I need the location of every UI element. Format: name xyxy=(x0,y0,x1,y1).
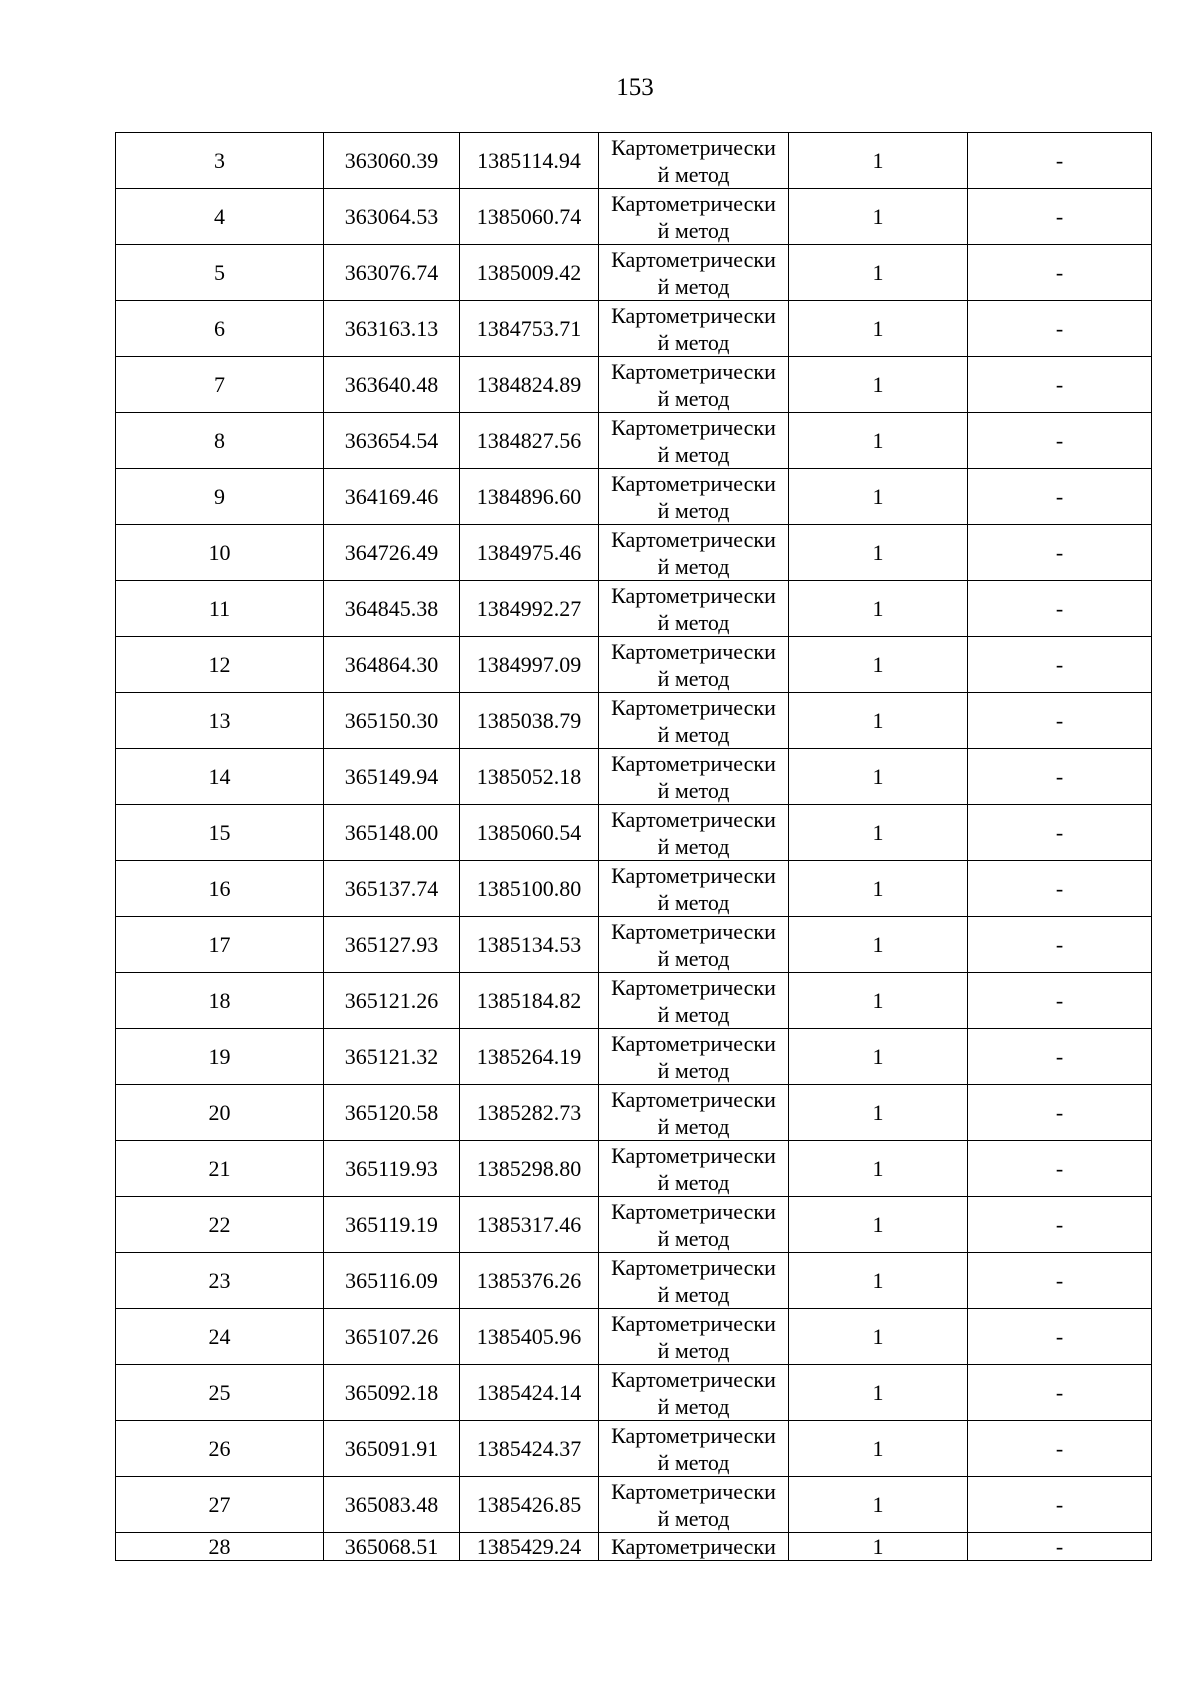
table-row xyxy=(116,1141,1152,1197)
point-number-cell: 4 xyxy=(116,189,324,245)
x-coordinate-cell: 363076.74 xyxy=(324,245,460,301)
x-coordinate-cell: 365149.94 xyxy=(324,749,460,805)
y-coordinate-cell: 1385282.73 xyxy=(460,1085,599,1141)
x-coordinate-cell: 365150.30 xyxy=(324,693,460,749)
note-cell: - xyxy=(968,301,1152,357)
x-coordinate-cell: 365083.48 xyxy=(324,1477,460,1533)
method-text-line-1: Картометрически xyxy=(611,470,776,496)
method-cell xyxy=(599,1029,789,1085)
table-row xyxy=(116,1533,1152,1561)
method-text-line-2: й метод xyxy=(657,1169,730,1195)
method-text-line-2: й метод xyxy=(657,273,730,299)
note-cell: - xyxy=(968,133,1152,189)
method-text-line-1: Картометрически xyxy=(611,1086,776,1112)
method-cell xyxy=(599,413,789,469)
accuracy-cell: 1 xyxy=(789,1477,968,1533)
method-text-line-1: Картометрически xyxy=(611,638,776,664)
method-text-line-1: Картометрически xyxy=(611,190,776,216)
table-row xyxy=(116,1421,1152,1477)
table-row xyxy=(116,1085,1152,1141)
method-text-line-2: й метод xyxy=(657,721,730,747)
accuracy-cell: 1 xyxy=(789,1365,968,1421)
note-cell: - xyxy=(968,357,1152,413)
accuracy-cell: 1 xyxy=(789,973,968,1029)
table-row xyxy=(116,693,1152,749)
method-cell xyxy=(599,917,789,973)
point-number-cell: 12 xyxy=(116,637,324,693)
point-number-cell: 16 xyxy=(116,861,324,917)
point-number-cell: 7 xyxy=(116,357,324,413)
table-row xyxy=(116,1365,1152,1421)
point-number-cell: 15 xyxy=(116,805,324,861)
method-cell xyxy=(599,469,789,525)
method-text-line-2: й метод xyxy=(657,833,730,859)
note-cell: - xyxy=(968,861,1152,917)
y-coordinate-cell: 1384992.27 xyxy=(460,581,599,637)
point-number-cell: 25 xyxy=(116,1365,324,1421)
accuracy-cell: 1 xyxy=(789,1253,968,1309)
table-row xyxy=(116,805,1152,861)
method-cell xyxy=(599,861,789,917)
accuracy-cell: 1 xyxy=(789,693,968,749)
method-text-line-2: й метод xyxy=(657,1225,730,1251)
method-text-line-2: й метод xyxy=(657,497,730,523)
table-row xyxy=(116,581,1152,637)
method-text-line-2: й метод xyxy=(657,329,730,355)
table-row xyxy=(116,245,1152,301)
page-number: 153 xyxy=(616,74,654,101)
y-coordinate-cell: 1385426.85 xyxy=(460,1477,599,1533)
note-cell: - xyxy=(968,525,1152,581)
note-cell: - xyxy=(968,581,1152,637)
x-coordinate-cell: 365121.26 xyxy=(324,973,460,1029)
y-coordinate-cell: 1385405.96 xyxy=(460,1309,599,1365)
table-row xyxy=(116,357,1152,413)
method-cell xyxy=(599,1365,789,1421)
method-text-line-1: Картометрически xyxy=(611,918,776,944)
accuracy-cell: 1 xyxy=(789,637,968,693)
accuracy-cell: 1 xyxy=(789,1309,968,1365)
method-text-line-1: Картометрически xyxy=(611,750,776,776)
table-row xyxy=(116,413,1152,469)
point-number-cell: 8 xyxy=(116,413,324,469)
accuracy-cell: 1 xyxy=(789,1141,968,1197)
method-cell xyxy=(599,693,789,749)
note-cell: - xyxy=(968,973,1152,1029)
y-coordinate-cell: 1385376.26 xyxy=(460,1253,599,1309)
method-text-line-2: й метод xyxy=(657,945,730,971)
method-cell xyxy=(599,1533,789,1561)
y-coordinate-cell: 1385134.53 xyxy=(460,917,599,973)
accuracy-cell: 1 xyxy=(789,1085,968,1141)
table-row xyxy=(116,637,1152,693)
accuracy-cell: 1 xyxy=(789,749,968,805)
point-number-cell: 14 xyxy=(116,749,324,805)
method-cell xyxy=(599,133,789,189)
method-cell xyxy=(599,637,789,693)
note-cell: - xyxy=(968,1477,1152,1533)
point-number-cell: 24 xyxy=(116,1309,324,1365)
table-row xyxy=(116,1477,1152,1533)
coordinates-table xyxy=(115,132,1152,1561)
method-text-line-1: Картометрически xyxy=(611,1366,776,1392)
note-cell: - xyxy=(968,189,1152,245)
accuracy-cell: 1 xyxy=(789,1533,968,1561)
y-coordinate-cell: 1385060.54 xyxy=(460,805,599,861)
accuracy-cell: 1 xyxy=(789,189,968,245)
x-coordinate-cell: 364864.30 xyxy=(324,637,460,693)
method-text-line-2: й метод xyxy=(657,1449,730,1475)
y-coordinate-cell: 1385424.37 xyxy=(460,1421,599,1477)
method-cell xyxy=(599,189,789,245)
method-text-line-1: Картометрически xyxy=(611,694,776,720)
x-coordinate-cell: 363163.13 xyxy=(324,301,460,357)
method-cell xyxy=(599,1141,789,1197)
method-text-line-2: й метод xyxy=(657,1281,730,1307)
x-coordinate-cell: 364845.38 xyxy=(324,581,460,637)
x-coordinate-cell: 363064.53 xyxy=(324,189,460,245)
accuracy-cell: 1 xyxy=(789,469,968,525)
point-number-cell: 18 xyxy=(116,973,324,1029)
table-row xyxy=(116,749,1152,805)
point-number-cell: 22 xyxy=(116,1197,324,1253)
method-text-line-2: й метод xyxy=(657,609,730,635)
accuracy-cell: 1 xyxy=(789,301,968,357)
point-number-cell: 3 xyxy=(116,133,324,189)
method-text-line-1: Картометрически xyxy=(611,134,776,160)
table-row xyxy=(116,469,1152,525)
method-cell xyxy=(599,525,789,581)
y-coordinate-cell: 1384997.09 xyxy=(460,637,599,693)
accuracy-cell: 1 xyxy=(789,861,968,917)
note-cell: - xyxy=(968,1533,1152,1561)
note-cell: - xyxy=(968,637,1152,693)
x-coordinate-cell: 365119.93 xyxy=(324,1141,460,1197)
point-number-cell: 21 xyxy=(116,1141,324,1197)
point-number-cell: 9 xyxy=(116,469,324,525)
accuracy-cell: 1 xyxy=(789,413,968,469)
note-cell: - xyxy=(968,917,1152,973)
method-text-line-2: й метод xyxy=(657,161,730,187)
method-text-line-1: Картометрически xyxy=(611,1310,776,1336)
point-number-cell: 28 xyxy=(116,1533,324,1561)
y-coordinate-cell: 1385429.24 xyxy=(460,1533,599,1561)
method-cell xyxy=(599,357,789,413)
method-text-line-1: Картометрически xyxy=(611,1478,776,1504)
method-text-line-1: Картометрически xyxy=(611,526,776,552)
y-coordinate-cell: 1385009.42 xyxy=(460,245,599,301)
accuracy-cell: 1 xyxy=(789,581,968,637)
method-text-line-1: Картометрически xyxy=(611,358,776,384)
method-text-line-1: Картометрически xyxy=(611,1030,776,1056)
method-text-line-2: й метод xyxy=(657,889,730,915)
note-cell: - xyxy=(968,1141,1152,1197)
x-coordinate-cell: 364169.46 xyxy=(324,469,460,525)
y-coordinate-cell: 1385114.94 xyxy=(460,133,599,189)
method-text-line-2: й метод xyxy=(657,1337,730,1363)
accuracy-cell: 1 xyxy=(789,805,968,861)
x-coordinate-cell: 365107.26 xyxy=(324,1309,460,1365)
method-text-line-1: Картометрически xyxy=(611,1142,776,1168)
method-text-line-1: Картометрически xyxy=(611,1198,776,1224)
point-number-cell: 27 xyxy=(116,1477,324,1533)
accuracy-cell: 1 xyxy=(789,245,968,301)
x-coordinate-cell: 365127.93 xyxy=(324,917,460,973)
point-number-cell: 5 xyxy=(116,245,324,301)
method-cell xyxy=(599,1309,789,1365)
x-coordinate-cell: 365068.51 xyxy=(324,1533,460,1561)
note-cell: - xyxy=(968,469,1152,525)
point-number-cell: 17 xyxy=(116,917,324,973)
method-text-line-2: й метод xyxy=(657,1505,730,1531)
table-row xyxy=(116,189,1152,245)
x-coordinate-cell: 365137.74 xyxy=(324,861,460,917)
y-coordinate-cell: 1384975.46 xyxy=(460,525,599,581)
x-coordinate-cell: 365120.58 xyxy=(324,1085,460,1141)
method-cell xyxy=(599,1197,789,1253)
y-coordinate-cell: 1384753.71 xyxy=(460,301,599,357)
method-text-line-1: Картометрически xyxy=(611,246,776,272)
method-text-line-2: й метод xyxy=(657,217,730,243)
note-cell: - xyxy=(968,749,1152,805)
x-coordinate-cell: 365148.00 xyxy=(324,805,460,861)
method-text-line-2: й метод xyxy=(657,1057,730,1083)
table-row xyxy=(116,917,1152,973)
x-coordinate-cell: 365119.19 xyxy=(324,1197,460,1253)
y-coordinate-cell: 1385424.14 xyxy=(460,1365,599,1421)
accuracy-cell: 1 xyxy=(789,357,968,413)
point-number-cell: 11 xyxy=(116,581,324,637)
table-row xyxy=(116,861,1152,917)
coordinates-table-body xyxy=(116,133,1152,1561)
method-text-line-1: Картометрически xyxy=(611,414,776,440)
y-coordinate-cell: 1385264.19 xyxy=(460,1029,599,1085)
method-cell xyxy=(599,749,789,805)
method-cell xyxy=(599,805,789,861)
method-text-line-1: Картометрически xyxy=(611,1254,776,1280)
y-coordinate-cell: 1385060.74 xyxy=(460,189,599,245)
accuracy-cell: 1 xyxy=(789,1197,968,1253)
note-cell: - xyxy=(968,1421,1152,1477)
method-cell xyxy=(599,1085,789,1141)
x-coordinate-cell: 365121.32 xyxy=(324,1029,460,1085)
point-number-cell: 13 xyxy=(116,693,324,749)
accuracy-cell: 1 xyxy=(789,525,968,581)
method-text-line-2: й метод xyxy=(657,441,730,467)
x-coordinate-cell: 363640.48 xyxy=(324,357,460,413)
table-row xyxy=(116,1029,1152,1085)
note-cell: - xyxy=(968,805,1152,861)
note-cell: - xyxy=(968,1197,1152,1253)
accuracy-cell: 1 xyxy=(789,133,968,189)
method-cell xyxy=(599,581,789,637)
note-cell: - xyxy=(968,1085,1152,1141)
method-text-line-2: й метод xyxy=(657,553,730,579)
y-coordinate-cell: 1385038.79 xyxy=(460,693,599,749)
method-text-line-2: й метод xyxy=(657,385,730,411)
table-row xyxy=(116,525,1152,581)
x-coordinate-cell: 365091.91 xyxy=(324,1421,460,1477)
point-number-cell: 6 xyxy=(116,301,324,357)
note-cell: - xyxy=(968,1253,1152,1309)
accuracy-cell: 1 xyxy=(789,1421,968,1477)
method-text-line-1: Картометрически xyxy=(611,302,776,328)
table-row xyxy=(116,133,1152,189)
method-cell xyxy=(599,1421,789,1477)
point-number-cell: 26 xyxy=(116,1421,324,1477)
note-cell: - xyxy=(968,1029,1152,1085)
note-cell: - xyxy=(968,413,1152,469)
method-cell xyxy=(599,301,789,357)
note-cell: - xyxy=(968,1309,1152,1365)
accuracy-cell: 1 xyxy=(789,917,968,973)
method-cell xyxy=(599,1477,789,1533)
method-text-line-2: й метод xyxy=(657,1113,730,1139)
method-text-line-1: Картометрически xyxy=(611,1422,776,1448)
method-text-line-2: й метод xyxy=(657,1393,730,1419)
method-text-line-2: й метод xyxy=(657,665,730,691)
note-cell: - xyxy=(968,245,1152,301)
y-coordinate-cell: 1385317.46 xyxy=(460,1197,599,1253)
table-row xyxy=(116,301,1152,357)
y-coordinate-cell: 1385100.80 xyxy=(460,861,599,917)
y-coordinate-cell: 1384896.60 xyxy=(460,469,599,525)
method-text-line-2: й метод xyxy=(657,1001,730,1027)
method-text-line-1: Картометрически xyxy=(611,862,776,888)
note-cell: - xyxy=(968,693,1152,749)
method-text-line-1: Картометрически xyxy=(611,582,776,608)
y-coordinate-cell: 1385184.82 xyxy=(460,973,599,1029)
method-cell xyxy=(599,973,789,1029)
point-number-cell: 20 xyxy=(116,1085,324,1141)
method-cell xyxy=(599,1253,789,1309)
y-coordinate-cell: 1385052.18 xyxy=(460,749,599,805)
x-coordinate-cell: 365092.18 xyxy=(324,1365,460,1421)
point-number-cell: 19 xyxy=(116,1029,324,1085)
note-cell: - xyxy=(968,1365,1152,1421)
point-number-cell: 23 xyxy=(116,1253,324,1309)
table-row xyxy=(116,973,1152,1029)
accuracy-cell: 1 xyxy=(789,1029,968,1085)
y-coordinate-cell: 1384827.56 xyxy=(460,413,599,469)
y-coordinate-cell: 1385298.80 xyxy=(460,1141,599,1197)
table-row xyxy=(116,1197,1152,1253)
table-row xyxy=(116,1253,1152,1309)
method-text-line-1: Картометрически xyxy=(611,806,776,832)
x-coordinate-cell: 363654.54 xyxy=(324,413,460,469)
x-coordinate-cell: 363060.39 xyxy=(324,133,460,189)
point-number-cell: 10 xyxy=(116,525,324,581)
x-coordinate-cell: 364726.49 xyxy=(324,525,460,581)
x-coordinate-cell: 365116.09 xyxy=(324,1253,460,1309)
method-text-line-1: Картометрически xyxy=(611,1534,776,1559)
method-text-line-1: Картометрически xyxy=(611,974,776,1000)
method-cell xyxy=(599,245,789,301)
method-text-line-2: й метод xyxy=(657,777,730,803)
y-coordinate-cell: 1384824.89 xyxy=(460,357,599,413)
table-row xyxy=(116,1309,1152,1365)
